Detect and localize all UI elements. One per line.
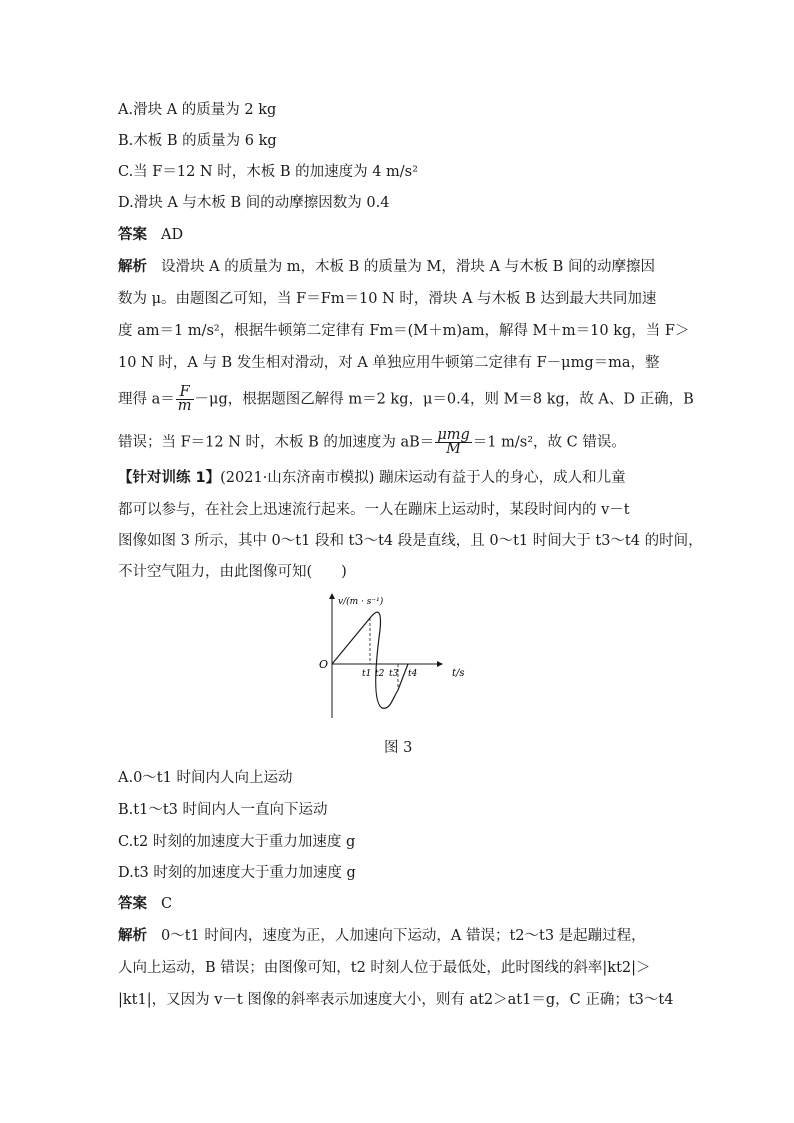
training-line-3: 图像如图 3 所示，其中 0～t1 段和 t3～t4 段是直线，且 0～t1 时间大于 t3～t4 的时间，	[118, 533, 703, 549]
answer-label: 答案	[118, 227, 147, 243]
training-line-1: 【针对训练 1】(2021·山东济南市模拟) 蹦床运动有益于人的身心，成人和儿童	[118, 470, 626, 486]
analysis-line-5: 理得 a＝ $\frac{F}{m}$ －μg，根据题图乙解得 m＝2 kg，μ＝0.4，则 M＝8 kg，故 A、D 正确，B	[118, 384, 694, 414]
analysis2-line-3: |kt1|，又因为 v－t 图像的斜率表示加速度大小，则有 at2＞at1＝g，C 正确；t3～t4	[118, 992, 674, 1008]
answer-value: C	[161, 896, 173, 912]
option-a: A.滑块 A 的质量为 2 kg	[118, 102, 277, 118]
y-axis-label: v/(m · s⁻¹)	[338, 597, 384, 607]
training-line-2: 都可以参与，在社会上迅速流行起来。一人在蹦床上运动时，某段时间内的 v－t	[118, 502, 630, 518]
analysis-line-6: 错误；当 F＝12 N 时，木板 B 的加速度为 aB＝ $\frac{\text{μmg}}{M}$ ＝1 m/s²，故 C 错误。	[118, 427, 626, 457]
tick-t1: t1	[362, 669, 372, 679]
t-option-b: B.t1～t3 时间内人一直向下运动	[118, 802, 328, 818]
analysis-line-1: 解析 设滑块 A 的质量为 m，木板 B 的质量为 M，滑块 A 与木板 B 间的动摩擦因	[118, 259, 655, 275]
vt-figure	[318, 590, 478, 720]
analysis-line-3: 度 am＝1 m/s²，根据牛顿第二定律有 Fm＝(M＋m)am，解得 M＋m＝10 kg，当 F＞	[118, 323, 690, 339]
fraction: $\frac{F}{m}$	[177, 384, 192, 414]
tick-t3: t3	[389, 669, 399, 679]
figure-caption: 图 3	[384, 740, 413, 756]
answer2-line	[118, 894, 172, 914]
answer-line	[118, 225, 183, 245]
tick-t2: t2	[375, 669, 385, 679]
training-tag: 【针对训练 1】	[118, 470, 221, 486]
option-b: B.木板 B 的质量为 6 kg	[118, 133, 277, 149]
t-option-d: D.t3 时刻的加速度大于重力加速度 g	[118, 865, 356, 881]
tick-t4: t4	[408, 669, 418, 679]
option-d: D.滑块 A 与木板 B 间的动摩擦因数为 0.4	[118, 195, 390, 211]
origin-label: O	[319, 658, 329, 671]
x-axis-label: t/s	[452, 668, 465, 679]
training-line-4: 不计空气阻力，由此图像可知( )	[118, 564, 347, 580]
option-c: C.当 F＝12 N 时，木板 B 的加速度为 4 m/s²	[118, 164, 418, 180]
answer-value: AD	[161, 227, 184, 243]
vt-graph	[318, 590, 478, 720]
answer-label: 答案	[118, 896, 147, 912]
analysis-label: 解析	[118, 259, 147, 275]
t-option-a: A.0～t1 时间内人向上运动	[118, 770, 293, 786]
t-option-c: C.t2 时刻的加速度大于重力加速度 g	[118, 834, 356, 850]
analysis-line-4: 10 N 时，A 与 B 发生相对滑动，对 A 单独应用牛顿第二定律有 F－μmg＝ma，整	[118, 355, 660, 371]
fraction: $\frac{\text{μmg}}{M}$	[437, 427, 470, 457]
analysis-line-2: 数为 μ。由题图乙可知，当 F＝Fm＝10 N 时，滑块 A 与木板 B 达到最大共同加速	[118, 291, 657, 307]
analysis2-line-1: 解析 0～t1 时间内，速度为正，人加速向下运动，A 错误；t2～t3 是起蹦过程，	[118, 928, 646, 944]
analysis2-line-2: 人向上运动，B 错误；由图像可知，t2 时刻人位于最低处，此时图线的斜率|kt2|＞	[118, 960, 651, 976]
analysis-label: 解析	[118, 928, 147, 944]
